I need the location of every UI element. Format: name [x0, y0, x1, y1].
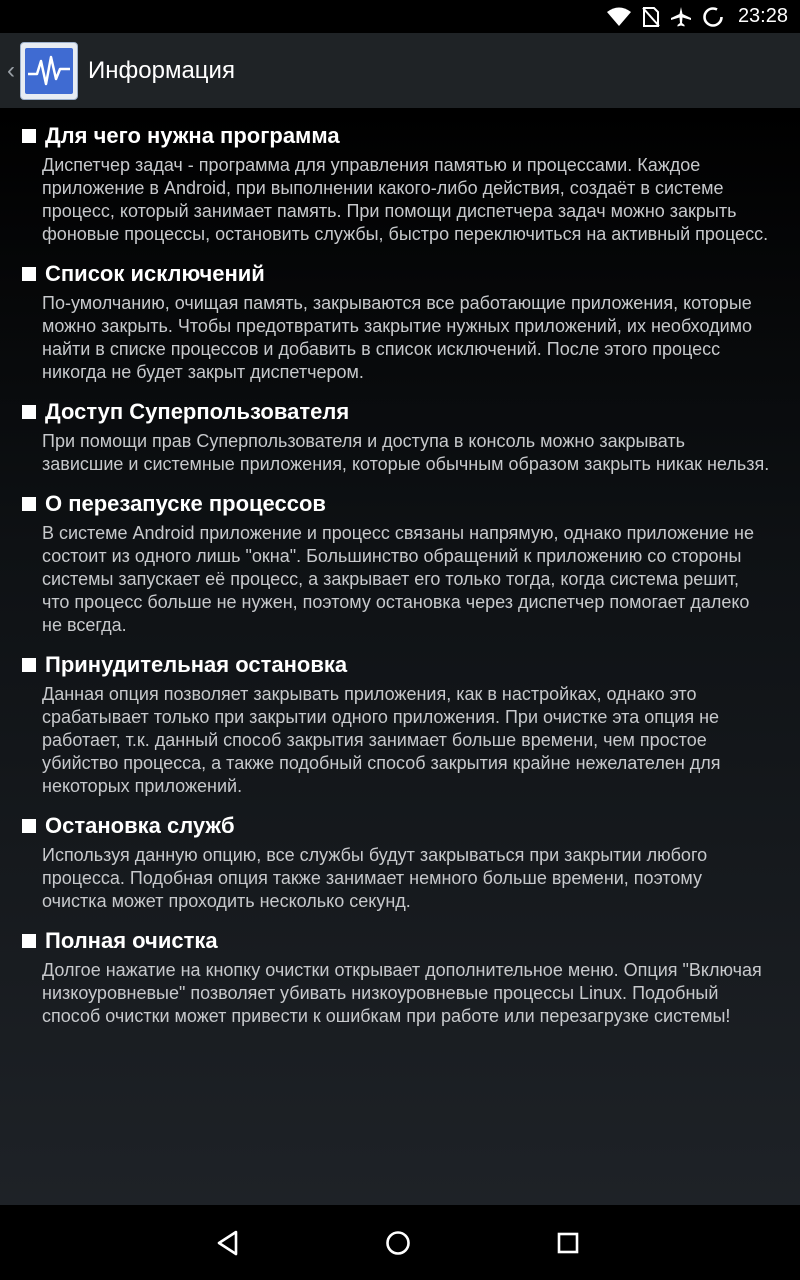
info-section: [22, 260, 770, 384]
navigation-bar: [0, 1205, 800, 1280]
section-title-text: Остановка служб: [45, 813, 235, 838]
section-title: [22, 651, 770, 679]
sync-icon: [702, 6, 724, 28]
info-section: [22, 398, 770, 476]
section-text: Долгое нажатие на кнопку очистки открывает дополнительное меню. Опция "Включая низкоуровневые" позволяет убивать низкоуровневые процессы Linux. Подобный способ очистки может привести к ошибкам при работе или перезагрузке системы!: [42, 960, 762, 1026]
section-text: Используя данную опцию, все службы будут закрываться при закрытии любого процесса. Подобная опция также занимает немного больше времени, поэтому очистка может проходить несколько секунд.: [42, 845, 708, 911]
square-bullet-icon: [22, 129, 36, 143]
up-chevron-icon[interactable]: ‹: [7, 56, 15, 84]
info-content: [0, 108, 800, 1205]
section-text: По-умолчанию, очищая память, закрываются все работающие приложения, которые можно закрыть. Чтобы предотвратить закрытие нужных приложений, их необходимо найти в списке процессов и добавить в список исключений. После этого процесс никогда не будет закрыт диспетчером.: [42, 293, 753, 382]
section-title: [22, 812, 770, 840]
pulse-graph-icon[interactable]: [20, 42, 78, 100]
section-title-text: Принудительная остановка: [45, 652, 348, 677]
info-section: [22, 927, 770, 1028]
section-text: При помощи прав Суперпользователя и доступа в консоль можно закрывать зависшие и системные приложения, которые обычным образом закрыть никак нельзя.: [42, 431, 770, 474]
section-title: [22, 927, 770, 955]
no-sim-icon: [642, 7, 660, 27]
info-section: [22, 490, 770, 637]
info-section: [22, 122, 770, 246]
back-icon[interactable]: [204, 1219, 252, 1267]
section-text: В системе Android приложение и процесс связаны напрямую, однако приложение не состоит из одного лишь "окна". Большинство обращений к приложению со стороны системы запускает её процесс, а закрывает его только тогда, когда система решит, что процесс больше не нужен, поэтому остановка через диспетчер помогает далеко не всегда.: [42, 523, 754, 635]
square-bullet-icon: [22, 267, 36, 281]
home-icon[interactable]: [374, 1219, 422, 1267]
square-bullet-icon: [22, 934, 36, 948]
square-bullet-icon: [22, 819, 36, 833]
section-title-text: Полная очистка: [45, 928, 218, 953]
info-section: [22, 812, 770, 913]
section-title: [22, 490, 770, 518]
info-section: [22, 651, 770, 798]
recents-icon[interactable]: [544, 1219, 592, 1267]
status-bar: [0, 0, 800, 33]
square-bullet-icon: [22, 497, 36, 511]
wifi-icon: [606, 7, 632, 27]
airplane-icon: [670, 6, 692, 28]
action-bar: [0, 33, 800, 108]
section-title: [22, 260, 770, 288]
section-title: [22, 122, 770, 150]
section-text: Диспетчер задач - программа для управления памятью и процессами. Каждое приложение в Android, при выполнении какого-либо действия, создаёт в системе процесс, который занимает память. При помощи диспетчера задач можно закрыть фоновые процессы, остановить службы, быстро переключиться на активный процесс.: [42, 155, 769, 244]
section-text: Данная опция позволяет закрывать приложения, как в настройках, однако это срабатывает только при закрытии одного приложения. При очистке эта опция не работает, т.к. данный способ закрытия занимает больше времени, чем простое убийство процесса, а также подобный способ закрытия крайне нежелателен для некоторых приложений.: [42, 684, 721, 796]
section-title-text: Доступ Суперпользователя: [45, 399, 350, 424]
status-clock: 23:28: [737, 5, 788, 27]
section-title-text: О перезапуске процессов: [45, 491, 326, 516]
square-bullet-icon: [22, 405, 36, 419]
page-title: Информация: [88, 56, 235, 84]
square-bullet-icon: [22, 658, 36, 672]
section-title: [22, 398, 770, 426]
section-title-text: Для чего нужна программа: [45, 123, 340, 148]
section-title-text: Список исключений: [45, 261, 265, 286]
